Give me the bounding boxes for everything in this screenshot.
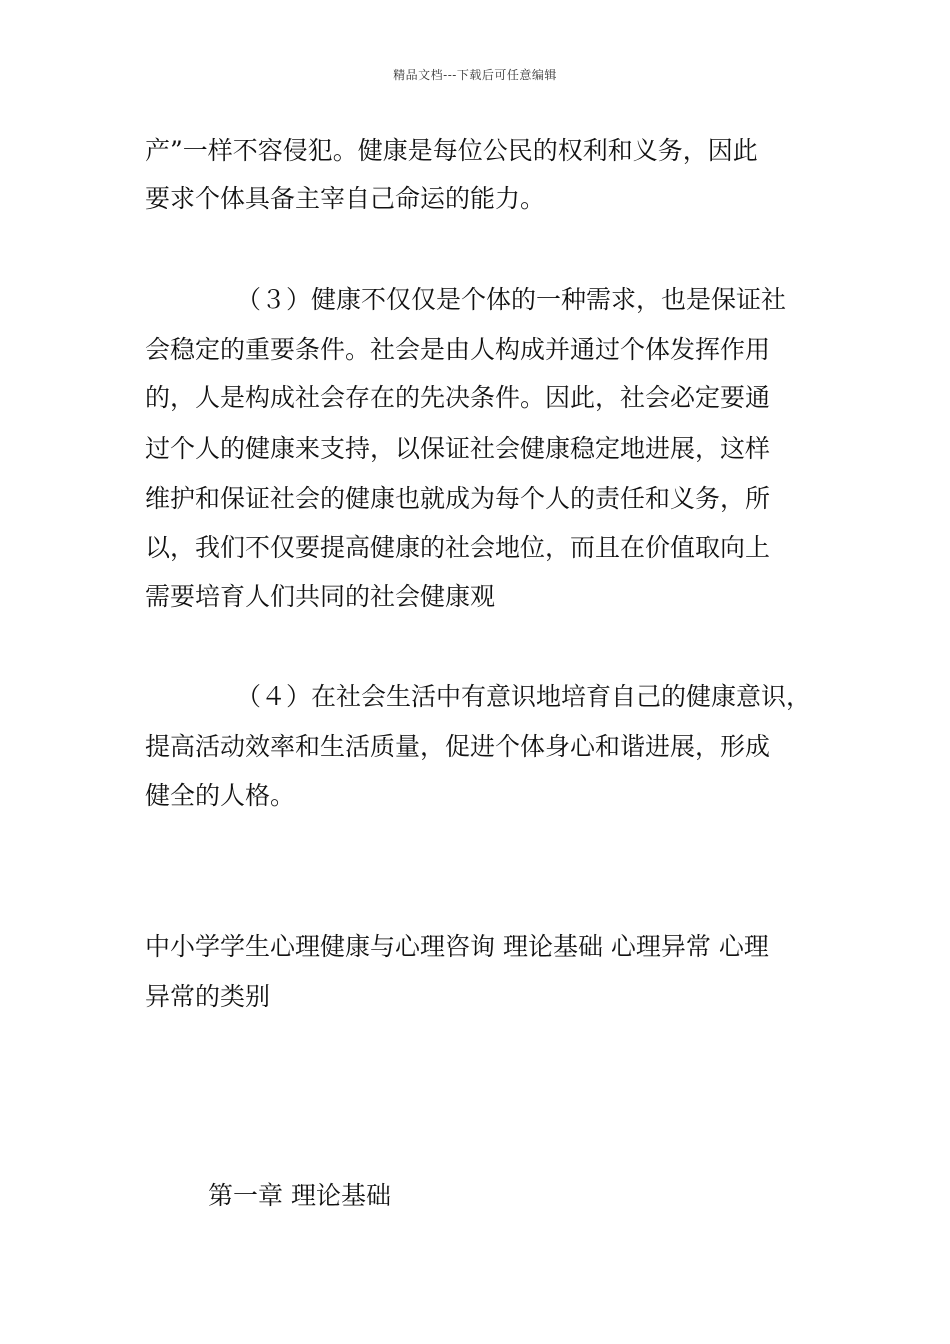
paragraph-line: 会稳定的重要条件。社会是由人构成并通过个体发挥作用 (145, 335, 771, 364)
paragraph-line: 提高活动效率和生活质量，促进个体身心和谐进展，形成 (145, 732, 771, 761)
paragraph-line: 健全的人格。 (145, 781, 296, 810)
paragraph-line: 以，我们不仅要提高健康的社会地位，而且在价值取向上 (145, 533, 771, 562)
section-title-line: 中小学学生心理健康与心理咨询 理论基础 心理异常 心理 (145, 932, 769, 961)
paragraph-line: 要求个体具备主宰自己命运的能力。 (145, 184, 546, 213)
section-title-line: 异常的类别 (145, 982, 271, 1011)
page-header: 精品文档---下载后可任意编辑 (393, 68, 557, 82)
paragraph-line: 需要培育人们共同的社会健康观 (145, 582, 496, 611)
chapter-heading: 第一章 理论基础 (208, 1181, 391, 1210)
paragraph-line: 过个人的健康来支持，以保证社会健康稳定地进展，这样 (145, 434, 771, 463)
paragraph-line: 维护和保证社会的健康也就成为每个人的责任和义务，所 (145, 484, 771, 513)
paragraph-line: 的，人是构成社会存在的先决条件。因此，社会必定要通 (145, 383, 771, 412)
paragraph-line: （４）在社会生活中有意识地培育自己的健康意识， (236, 682, 812, 711)
paragraph-line: （３）健康不仅仅是个体的一种需求，也是保证社 (236, 285, 787, 314)
paragraph-line: 产”一样不容侵犯。健康是每位公民的权利和义务，因此 (145, 136, 758, 165)
